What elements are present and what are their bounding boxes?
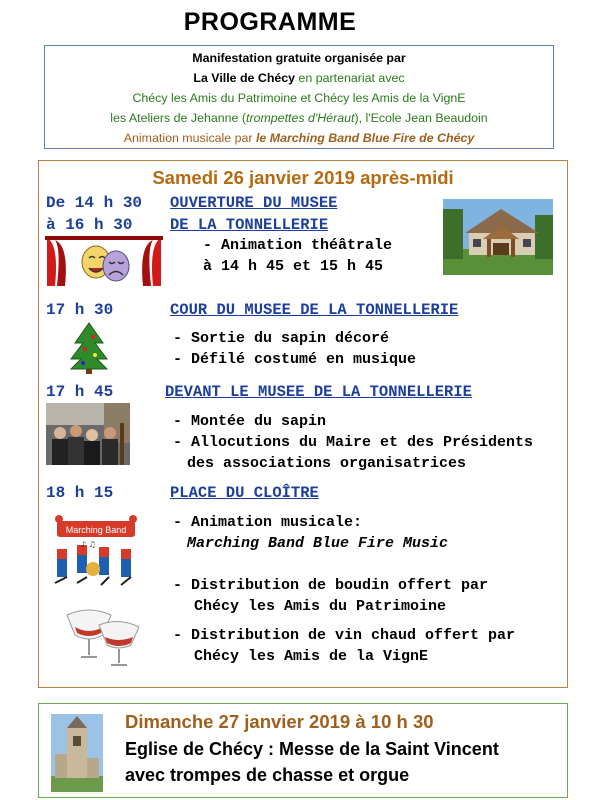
event-1-item-1: - Animation théâtrale — [203, 237, 393, 254]
theatre-masks-icon — [45, 236, 163, 288]
sunday-programme — [38, 703, 568, 798]
event-3-item-1: - Montée du sapin — [173, 413, 327, 430]
page-title: PROGRAMME — [183, 8, 357, 36]
sunday-line-2: avec trompes de chasse et orgue — [125, 765, 410, 785]
organizers-line-2 — [45, 68, 553, 88]
event-4-item-1: - Animation musicale: — [173, 514, 363, 531]
museum-photo — [443, 199, 553, 275]
event-3-item-3: des associations organisatrices — [187, 455, 467, 472]
ateliers-text-b: ), l'Ecole Jean Beaudoin — [354, 111, 488, 125]
church-photo — [51, 714, 103, 792]
event-4-item-2: Marching Band Blue Fire Music — [187, 535, 449, 552]
event-4-time: 18 h 15 — [46, 484, 114, 502]
event-4-item-5: - Distribution de vin chaud offert par — [173, 627, 516, 644]
ateliers-text-italic: trompettes d'Héraut — [246, 111, 355, 125]
sunday-title: Dimanche 27 janvier 2019 à 10 h 30 — [125, 711, 434, 732]
event-2-time: 17 h 30 — [46, 301, 114, 319]
organizers-line-5 — [45, 128, 553, 148]
city-name: La Ville de Chécy — [193, 71, 296, 85]
organizers-box — [44, 45, 554, 149]
event-3-time: 17 h 45 — [46, 383, 114, 401]
christmas-tree-icon — [69, 321, 109, 375]
sunday-line-1: Eglise de Chécy : Messe de la Saint Vincent — [125, 739, 499, 759]
wine-glasses-icon — [59, 601, 143, 671]
event-1-item-2: à 14 h 45 et 15 h 45 — [203, 258, 384, 275]
event-2-item-2: - Défilé costumé en musique — [173, 351, 417, 368]
marching-band-icon — [51, 511, 141, 593]
saturday-title: Samedi 26 janvier 2019 après-midi — [152, 167, 454, 188]
music-text: Animation musicale par — [123, 131, 256, 145]
event-4-item-3: - Distribution de boudin offert par — [173, 577, 489, 594]
ateliers-text-a: les Ateliers de Jehanne ( — [110, 111, 246, 125]
band-name: le Marching Band Blue Fire de Chécy — [255, 131, 475, 145]
event-4-item-6: Chécy les Amis de la VignE — [194, 648, 429, 665]
organizers-line-1: Manifestation gratuite organisée par — [192, 51, 406, 65]
event-1-heading-2: DE LA TONNELLERIE — [170, 216, 329, 234]
music-note-icon: ♪ ♫ — [81, 540, 96, 549]
crowd-photo — [46, 403, 130, 465]
organizers-line-4 — [45, 108, 553, 128]
event-3-item-2: - Allocutions du Maire et des Présidents — [173, 434, 534, 451]
band-sign-text: Marching Band — [65, 525, 127, 535]
event-1-heading-1: OUVERTURE DU MUSEE — [170, 194, 338, 212]
organizers-line-3: Chécy les Amis du Patrimoine et Chécy les Amis de la VignE — [132, 91, 466, 105]
event-2-heading: COUR DU MUSEE DE LA TONNELLERIE — [170, 301, 459, 319]
event-1-time-end: à 16 h 30 — [46, 216, 133, 234]
saturday-programme — [38, 160, 568, 688]
event-4-heading: PLACE DU CLOÎTRE — [170, 484, 319, 502]
event-4-item-4: Chécy les Amis du Patrimoine — [194, 598, 447, 615]
partnership-text: en partenariat avec — [298, 71, 405, 85]
event-1-time-start: De 14 h 30 — [46, 194, 143, 212]
event-3-heading: DEVANT LE MUSEE DE LA TONNELLERIE — [165, 383, 472, 401]
event-2-item-1: - Sortie du sapin décoré — [173, 330, 390, 347]
